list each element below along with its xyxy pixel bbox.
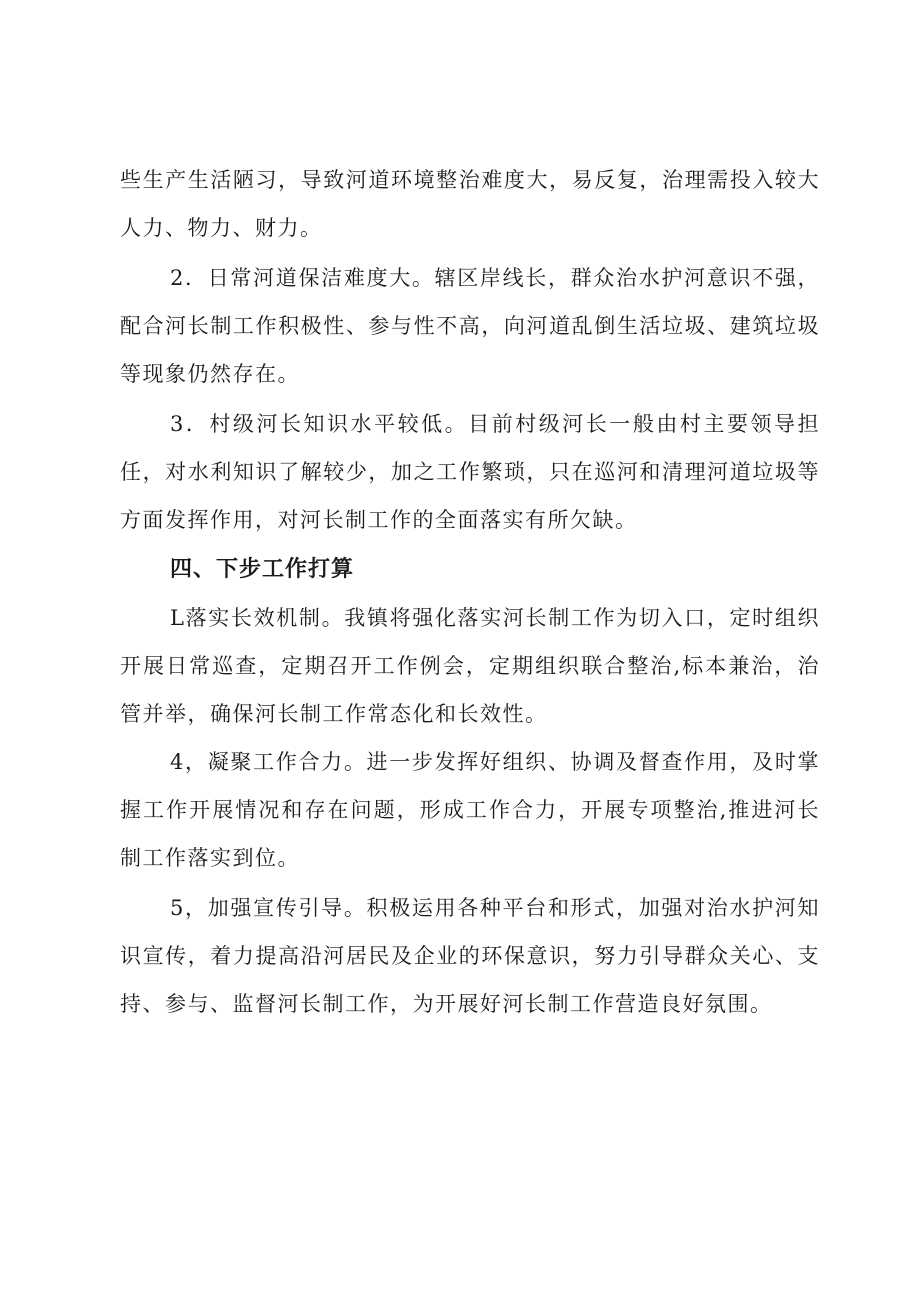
paragraph-item-3: 3．村级河长知识水平较低。目前村级河长一般由村主要领导担任，对水利知识了解较少，加之工作繁琐，只在巡河和清理河道垃圾等方面发挥作用，对河长制工作的全面落实有所欠缺。: [120, 412, 820, 532]
section-heading: 四、下步工作打算: [170, 557, 355, 582]
plan-item-1: L落实长效机制。我镇将强化落实河长制工作为切入口，定时组织开展日常巡查，定期召开工作例会，定期组织联合整治,标本兼治，治管并举，确保河长制工作常态化和长效性。: [120, 606, 820, 726]
plan-item-5: 5，加强宣传引导。积极运用各种平台和形式，加强对治水护河知识宣传，着力提高沿河居民及企业的环保意识，努力引导群众关心、支持、参与、监督河长制工作，为开展好河长制工作营造良好氛围。: [120, 896, 820, 1016]
paragraph-continuation: 些生产生活陋习，导致河道环境整治难度大，易反复，治理需投入较大人力、物力、财力。: [120, 168, 820, 240]
plan-item-4: 4，凝聚工作合力。进一步发挥好组织、协调及督查作用，及时掌握工作开展情况和存在问题，形成工作合力，开展专项整治,推进河长制工作落实到位。: [120, 750, 820, 870]
paragraph-item-2: 2．日常河道保洁难度大。辖区岸线长，群众治水护河意识不强，配合河长制工作积极性、参与性不高，向河道乱倒生活垃圾、建筑垃圾等现象仍然存在。: [120, 266, 820, 386]
